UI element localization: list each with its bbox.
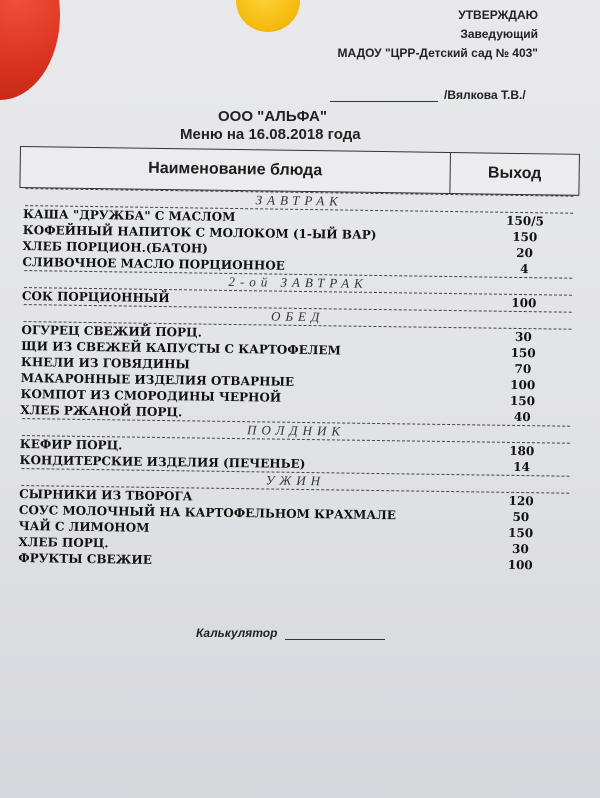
section-title: УЖИН [21,468,569,494]
dish-output: 30 [514,329,532,345]
approver-org: МАДОУ "ЦРР-Детский сад № 403" [337,46,538,60]
dish-output: 150 [509,393,536,409]
dish-output: 40 [513,409,531,425]
column-header-output: Выход [487,164,542,183]
dish-name: ХЛЕБ РЖАНОЙ ПОРЦ. [20,403,183,420]
dish-name: ФРУКТЫ СВЕЖИЕ [18,551,153,567]
dish-name: СЫРНИКИ ИЗ ТВОРОГА [19,487,193,504]
calculator-label: Калькулятор [196,626,278,640]
signer-name: /Вялкова Т.В./ [444,88,526,102]
approval-block [337,6,538,63]
dish-name: СОК ПОРЦИОННЫЙ [21,289,170,306]
dish-name: ЧАЙ С ЛИМОНОМ [18,519,150,535]
dish-name: КОНДИТЕРСКИЕ ИЗДЕЛИЯ (ПЕЧЕНЬЕ) [19,453,306,472]
dish-output: 30 [511,541,529,557]
section-title: ОБЕД [24,304,572,330]
dish-name: КЕФИР ПОРЦ. [19,437,123,453]
signature-line [330,88,558,102]
calculator-signature [196,626,385,640]
dish-output: 50 [512,509,530,525]
dish-output: 100 [511,295,537,311]
dish-output: 100 [507,557,533,573]
section-title: 2-ой ЗАВТРАК [24,270,572,296]
dish-name: КОФЕЙНЫЙ НАПИТОК С МОЛОКОМ (1-ЫЙ ВАР) [22,223,377,242]
dish-name: СОУС МОЛОЧНЫЙ НА КАРТОФЕЛЬНОМ КРАХМАЛЕ [18,503,397,523]
dish-output: 120 [508,493,534,509]
dish-name: ЩИ ИЗ СВЕЖЕЙ КАПУСТЫ С КАРТОФЕЛЕМ [21,339,341,358]
menu-table [13,146,580,628]
pepper-decoration [236,0,300,32]
menu-sections [14,188,579,574]
section-title: ЗАВТРАК [25,188,573,214]
section-title: ПОЛДНИК [22,418,570,444]
dish-output: 180 [509,443,535,459]
dish-output: 150 [508,525,534,541]
dish-output: 14 [513,459,531,475]
dish-output: 4 [520,261,529,277]
dish-name: КНЕЛИ ИЗ ГОВЯДИНЫ [20,355,191,372]
dish-name: КОМПОТ ИЗ СМОРОДИНЫ ЧЕРНОЙ [20,387,282,405]
dish-output: 150 [512,229,538,245]
tomato-decoration [0,0,60,100]
column-header-name: Наименование блюда [20,147,451,193]
dish-name: СЛИВОЧНОЕ МАСЛО ПОРЦИОННОЕ [22,255,285,273]
calculator-blank [285,629,385,640]
org-name: ООО "АЛЬФА" [218,108,327,125]
approve-label: УТВЕРЖДАЮ [458,8,538,22]
dish-output: 100 [510,377,536,393]
dish-name: ХЛЕБ ПОРЦИОН.(БАТОН) [22,239,209,256]
dish-output: 70 [514,361,532,377]
dish-output: 150/5 [506,213,544,229]
signature-blank [330,89,438,102]
dish-name: КАША "ДРУЖБА" С МАСЛОМ [22,207,236,225]
menu-title: Меню на 16.08.2018 года [180,126,361,143]
dish-output: 150 [510,345,536,361]
dish-name: МАКАРОННЫЕ ИЗДЕЛИЯ ОТВАРНЫЕ [20,371,295,389]
dish-name: ХЛЕБ ПОРЦ. [18,535,109,551]
approver-position: Заведующий [460,27,538,41]
dish-name: ОГУРЕЦ СВЕЖИЙ ПОРЦ. [21,323,202,340]
dish-output: 20 [516,245,533,261]
